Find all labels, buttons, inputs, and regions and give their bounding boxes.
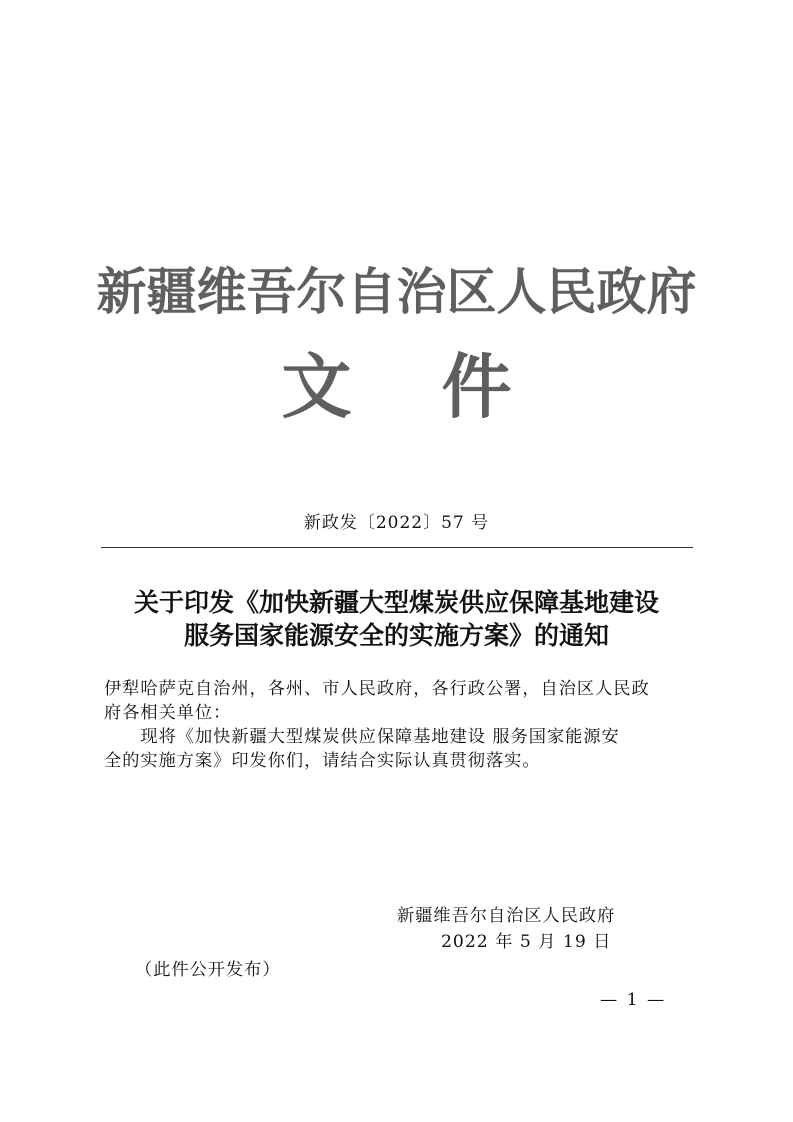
page-number: — 1 — <box>600 990 667 1010</box>
body-paragraph-line-1: 现将《加快新疆大型煤炭供应保障基地建设 服务国家能源安 <box>104 727 620 747</box>
body-paragraph-line-2: 全的实施方案》印发你们，请结合实际认真贯彻落实。 <box>104 751 541 771</box>
recipients-line-1: 伊犁哈萨克自治州，各州、市人民政府，各行政公署，自治区人民政 <box>104 679 650 699</box>
signature-date: 2022 年 5 月 19 日 <box>441 932 612 952</box>
header-divider <box>101 547 693 548</box>
title-line-1: 关于印发《加快新疆大型煤炭供应保障基地建设 <box>133 588 659 617</box>
document-title <box>90 586 703 652</box>
recipients-line-2: 府各相关单位： <box>104 703 232 723</box>
masthead-document-type: 文件 <box>281 345 602 428</box>
masthead-organization: 新疆维吾尔自治区人民政府 <box>96 262 697 321</box>
signature-organization: 新疆维吾尔自治区人民政府 <box>397 906 616 926</box>
title-line-2: 服务国家能源安全的实施方案》的通知 <box>183 621 609 650</box>
release-note: （此件公开发布） <box>135 960 281 980</box>
document-number: 新政发〔2022〕57 号 <box>303 513 490 533</box>
